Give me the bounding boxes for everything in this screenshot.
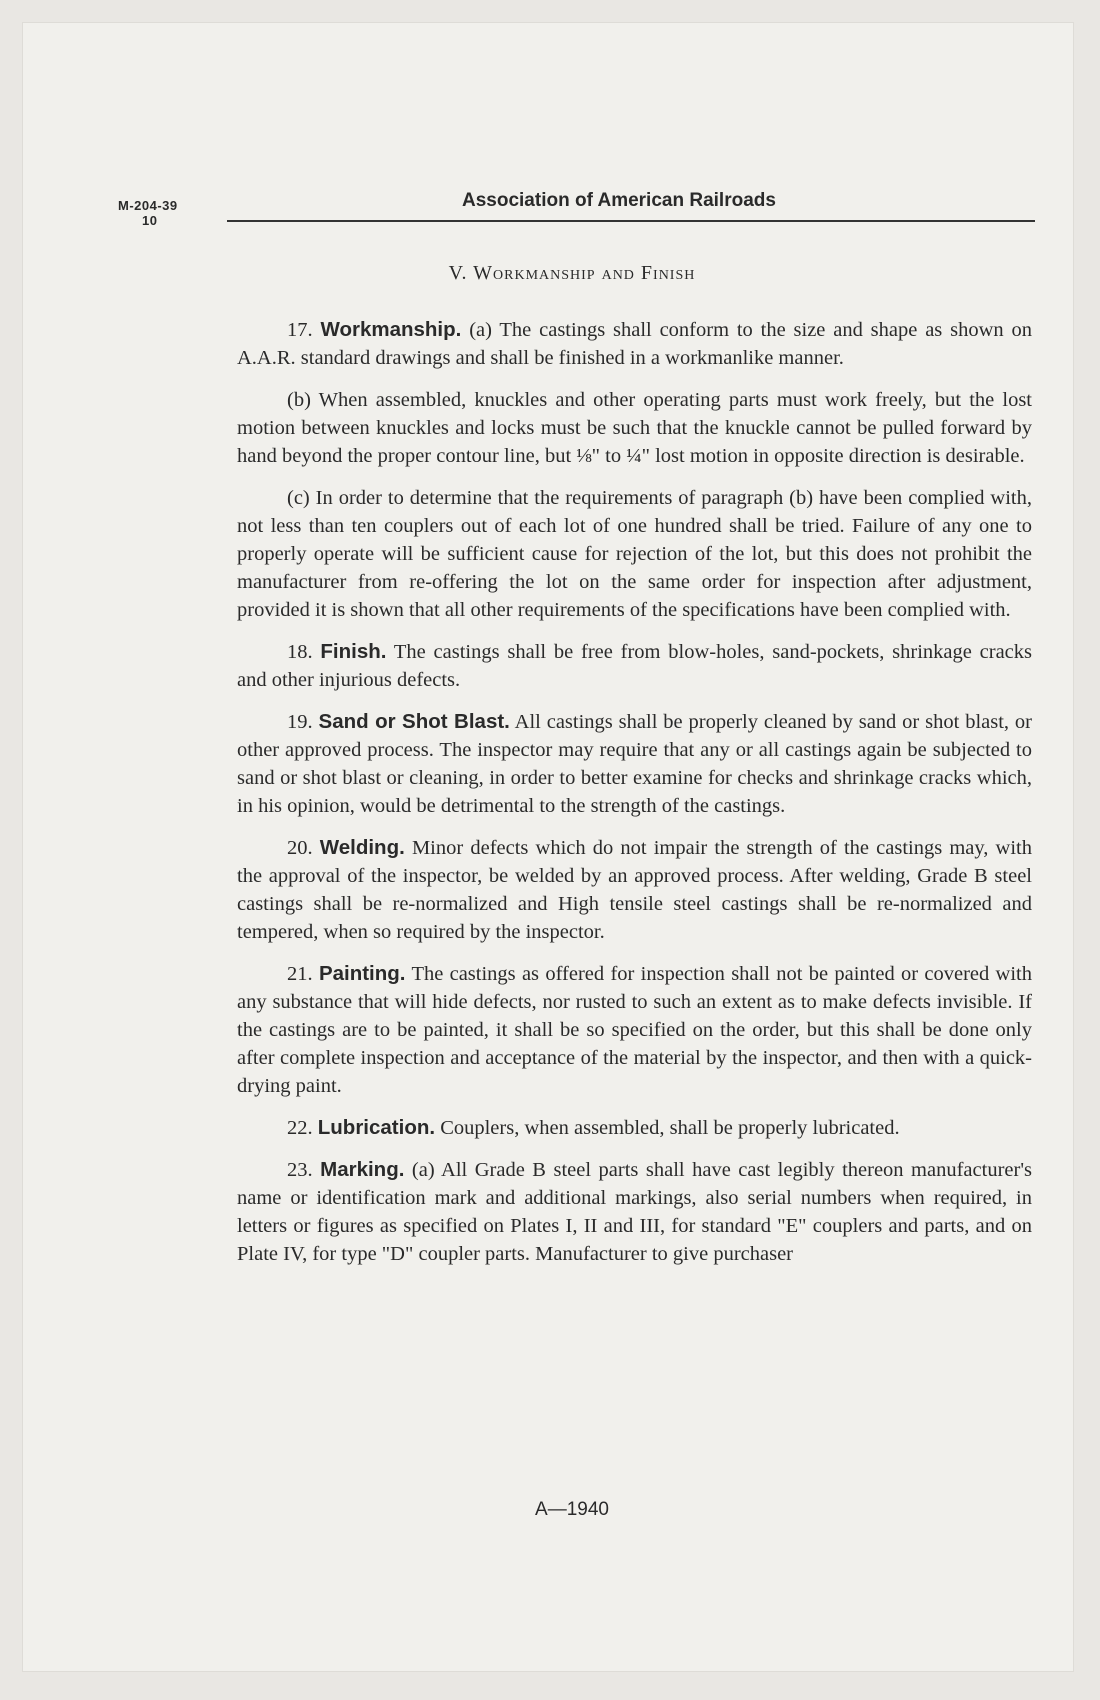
paragraph-heading: Painting. bbox=[318, 962, 406, 985]
running-header-title: Association of American Railroads bbox=[462, 190, 776, 211]
paragraph: 18. Finish. The castings shall be free from blow-holes, sand-pockets, shrinkage cracks and other injurious defects. bbox=[237, 640, 1033, 691]
body-text bbox=[237, 316, 1032, 1282]
paragraph: (b) When assembled, knuckles and other operating parts must work freely, but the lost motion between knuckles and locks must be such that the knuckle cannot be pulled forward by hand beyond the proper contour line, but ⅛" to ¼" lost motion in opposite direction is desirable. bbox=[237, 389, 1032, 467]
paragraph: 22. Lubrication. Couplers, when assembled, shall be properly lubricated. bbox=[287, 1116, 900, 1139]
paragraph-heading: Lubrication. bbox=[317, 1116, 436, 1139]
paragraph-heading: Workmanship. bbox=[320, 318, 462, 341]
paragraph-heading: Sand or Shot Blast. bbox=[318, 710, 510, 733]
document-page bbox=[22, 22, 1074, 1672]
document-code bbox=[118, 198, 178, 228]
spec-number: M-204-39 bbox=[118, 198, 178, 213]
paragraph: (c) In order to determine that the requirements of paragraph (b) have been complied with, not less than ten couplers out of each lot of one hundred shall be tried. Failure of any one to properly operate will be sufficient cause for rejection of the lot, but this does not prohibit the manufacturer from re-offering the lot on the same order for inspection after adjustment, provided it is shown that all other requirements of the specifications have been complied with. bbox=[237, 487, 1032, 621]
header-rule bbox=[227, 220, 1035, 222]
section-title: V. Workmanship and Finish bbox=[448, 262, 696, 284]
paragraph: 19. Sand or Shot Blast. All castings shall be properly cleaned by sand or shot blast, or other approved process. The inspector may require that any or all castings again be subjected to sand or shot blast or cleaning, in order to better examine for checks and shrinkage cracks which, in his opinion, would be detrimental to the strength of the castings. bbox=[237, 710, 1033, 817]
paragraph-heading: Welding. bbox=[319, 836, 405, 859]
paragraph: 17. Workmanship. (a) The castings shall conform to the size and shape as shown on A.A.R. standard drawings and shall be finished in a workmanlike manner. bbox=[237, 318, 1032, 369]
paragraph: 23. Marking. (a) All Grade B steel parts shall have cast legibly thereon manufacturer's name or identification mark and additional markings, also serial numbers when required, in letters or figures as specified on Plates I, II and III, for standard "E" couplers and parts, and on Plate IV, for type "D" coupler parts. Manufacturer to give purchaser bbox=[237, 1158, 1032, 1265]
paragraph: 21. Painting. The castings as offered for inspection shall not be painted or covered with any substance that will hide defects, nor rusted to such an extent as to make defects invisible. If the castings are to be painted, it shall be so specified on the order, but this shall be done only after complete inspection and acceptance of the material by the inspector, and then with a quick-drying paint. bbox=[237, 962, 1033, 1097]
paragraph-heading: Finish. bbox=[320, 640, 387, 663]
page-footer: A—1940 bbox=[535, 1499, 609, 1520]
paragraph: 20. Welding. Minor defects which do not impair the strength of the castings may, with the approval of the inspector, be welded by an approved process. After welding, Grade B steel castings shall be re-normalized and High tensile steel castings shall be re-normalized and tempered, when so required by the inspector. bbox=[237, 836, 1032, 943]
paragraph-heading: Marking. bbox=[320, 1158, 405, 1181]
page-number: 10 bbox=[142, 213, 158, 228]
